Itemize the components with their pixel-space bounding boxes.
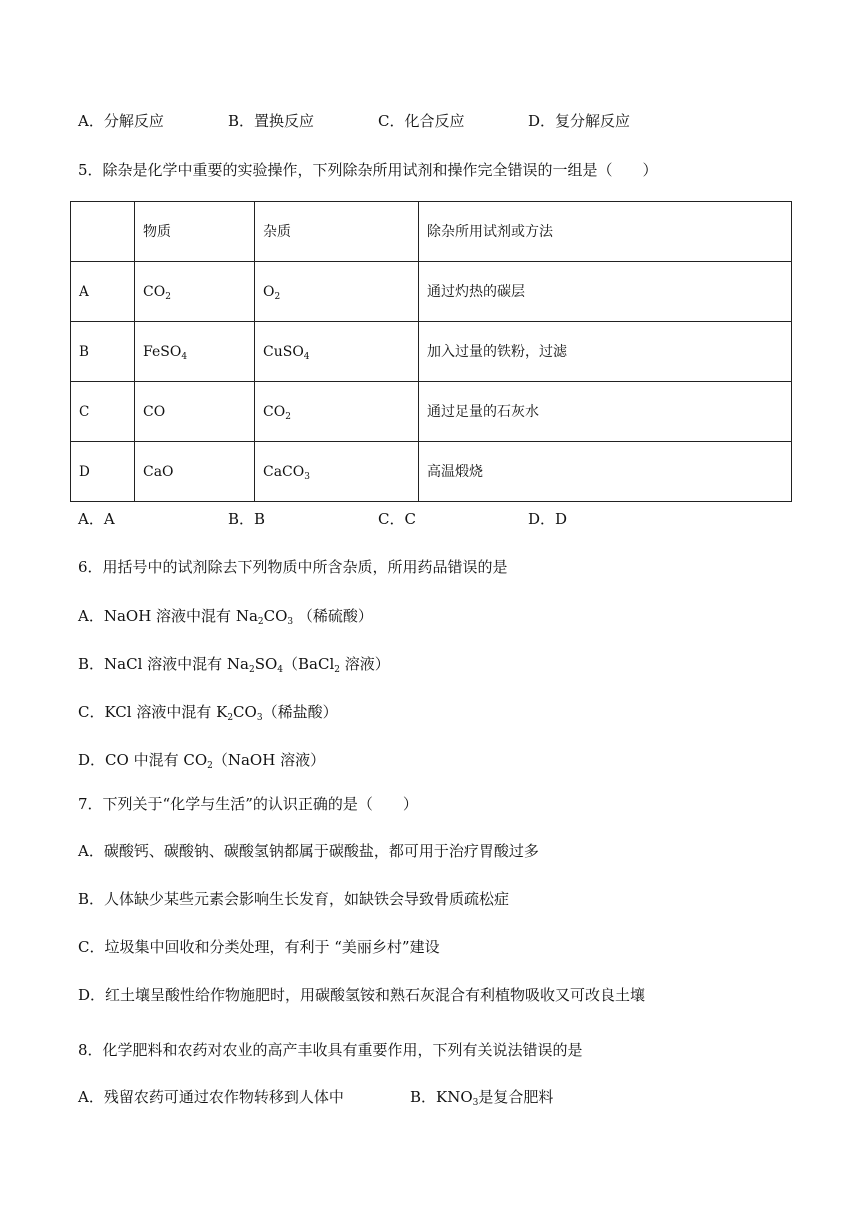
table-header-cell: [71, 202, 135, 262]
substance-cell: FeSO$_4$: [135, 322, 255, 382]
q7-option-c[interactable]: C．垃圾集中回收和分类处理，有利于 “美丽乡村”建设: [78, 938, 440, 956]
row-label: D: [71, 442, 135, 502]
method-cell: 高温煅烧: [419, 442, 792, 502]
impurity-cell: $CO_2$: [255, 382, 419, 442]
q6-option-c[interactable]: C．KCl 溶液中混有 $K_2CO_3$（稀盐酸）: [78, 703, 338, 723]
table-header-cell: 杂质: [255, 202, 419, 262]
q6-option-a[interactable]: A．NaOH 溶液中混有 $Na_2CO_3$ （稀硫酸）: [78, 607, 373, 627]
table-header-row: [71, 202, 792, 262]
q4-option-d[interactable]: D．复分解反应: [528, 112, 631, 130]
row-label: C: [71, 382, 135, 442]
q6-option-d[interactable]: D．CO 中混有 $CO_2(NaOH$ 溶液）: [78, 751, 326, 771]
method-cell: 通过灼热的碳层: [419, 262, 792, 322]
q5-stem: 5．除杂是化学中重要的实验操作，下列除杂所用试剂和操作完全错误的一组是（ ）: [78, 161, 658, 179]
q5-option-c[interactable]: C．C: [378, 510, 416, 528]
row-label: A: [71, 262, 135, 322]
q4-option-a[interactable]: A．分解反应: [78, 112, 164, 130]
impurity-cell: CuSO$_4$: [255, 322, 419, 382]
table-row: [71, 442, 792, 502]
table-header-cell: 物质: [135, 202, 255, 262]
q8-stem: 8．化学肥料和农药对农业的高产丰收具有重要作用，下列有关说法错误的是: [78, 1041, 583, 1059]
q5-option-d[interactable]: D．D: [528, 510, 568, 528]
method-cell: 加入过量的铁粉，过滤: [419, 322, 792, 382]
q5-table: [70, 201, 792, 502]
table-row: [71, 382, 792, 442]
table-row: [71, 322, 792, 382]
q4-option-c[interactable]: C．化合反应: [378, 112, 465, 130]
q8-option-a[interactable]: A．残留农药可通过农作物转移到人体中: [78, 1088, 344, 1106]
substance-cell: CaO: [135, 442, 255, 502]
q7-option-d[interactable]: D．红土壤呈酸性给作物施肥时，用碳酸氢铵和熟石灰混合有利植物吸收又可改良土壤: [78, 986, 646, 1004]
q7-option-b[interactable]: B．人体缺少某些元素会影响生长发育，如缺铁会导致骨质疏松症: [78, 890, 510, 908]
q8-option-b[interactable]: B．$KNO_3$是复合肥料: [410, 1088, 554, 1108]
method-cell: 通过足量的石灰水: [419, 382, 792, 442]
table-row: [71, 262, 792, 322]
q6-option-b[interactable]: B．NaCl 溶液中混有 $Na_2SO_4(BaCl_2$ 溶液）: [78, 655, 390, 675]
row-label: B: [71, 322, 135, 382]
q6-stem: 6．用括号中的试剂除去下列物质中所含杂质，所用药品错误的是: [78, 558, 508, 576]
q4-option-b[interactable]: B．置换反应: [228, 112, 315, 130]
q5-option-b[interactable]: B．B: [228, 510, 266, 528]
q5-option-a[interactable]: A．A: [78, 510, 115, 528]
table-header-cell: 除杂所用试剂或方法: [419, 202, 792, 262]
q7-stem: 7．下列关于“化学与生活”的认识正确的是（ ）: [78, 795, 418, 813]
substance-cell: $CO_2$: [135, 262, 255, 322]
substance-cell: CO: [135, 382, 255, 442]
q7-option-a[interactable]: A．碳酸钙、碳酸钠、碳酸氢钠都属于碳酸盐，都可用于治疗胃酸过多: [78, 842, 539, 860]
impurity-cell: CaCO$_3$: [255, 442, 419, 502]
impurity-cell: $O_2$: [255, 262, 419, 322]
